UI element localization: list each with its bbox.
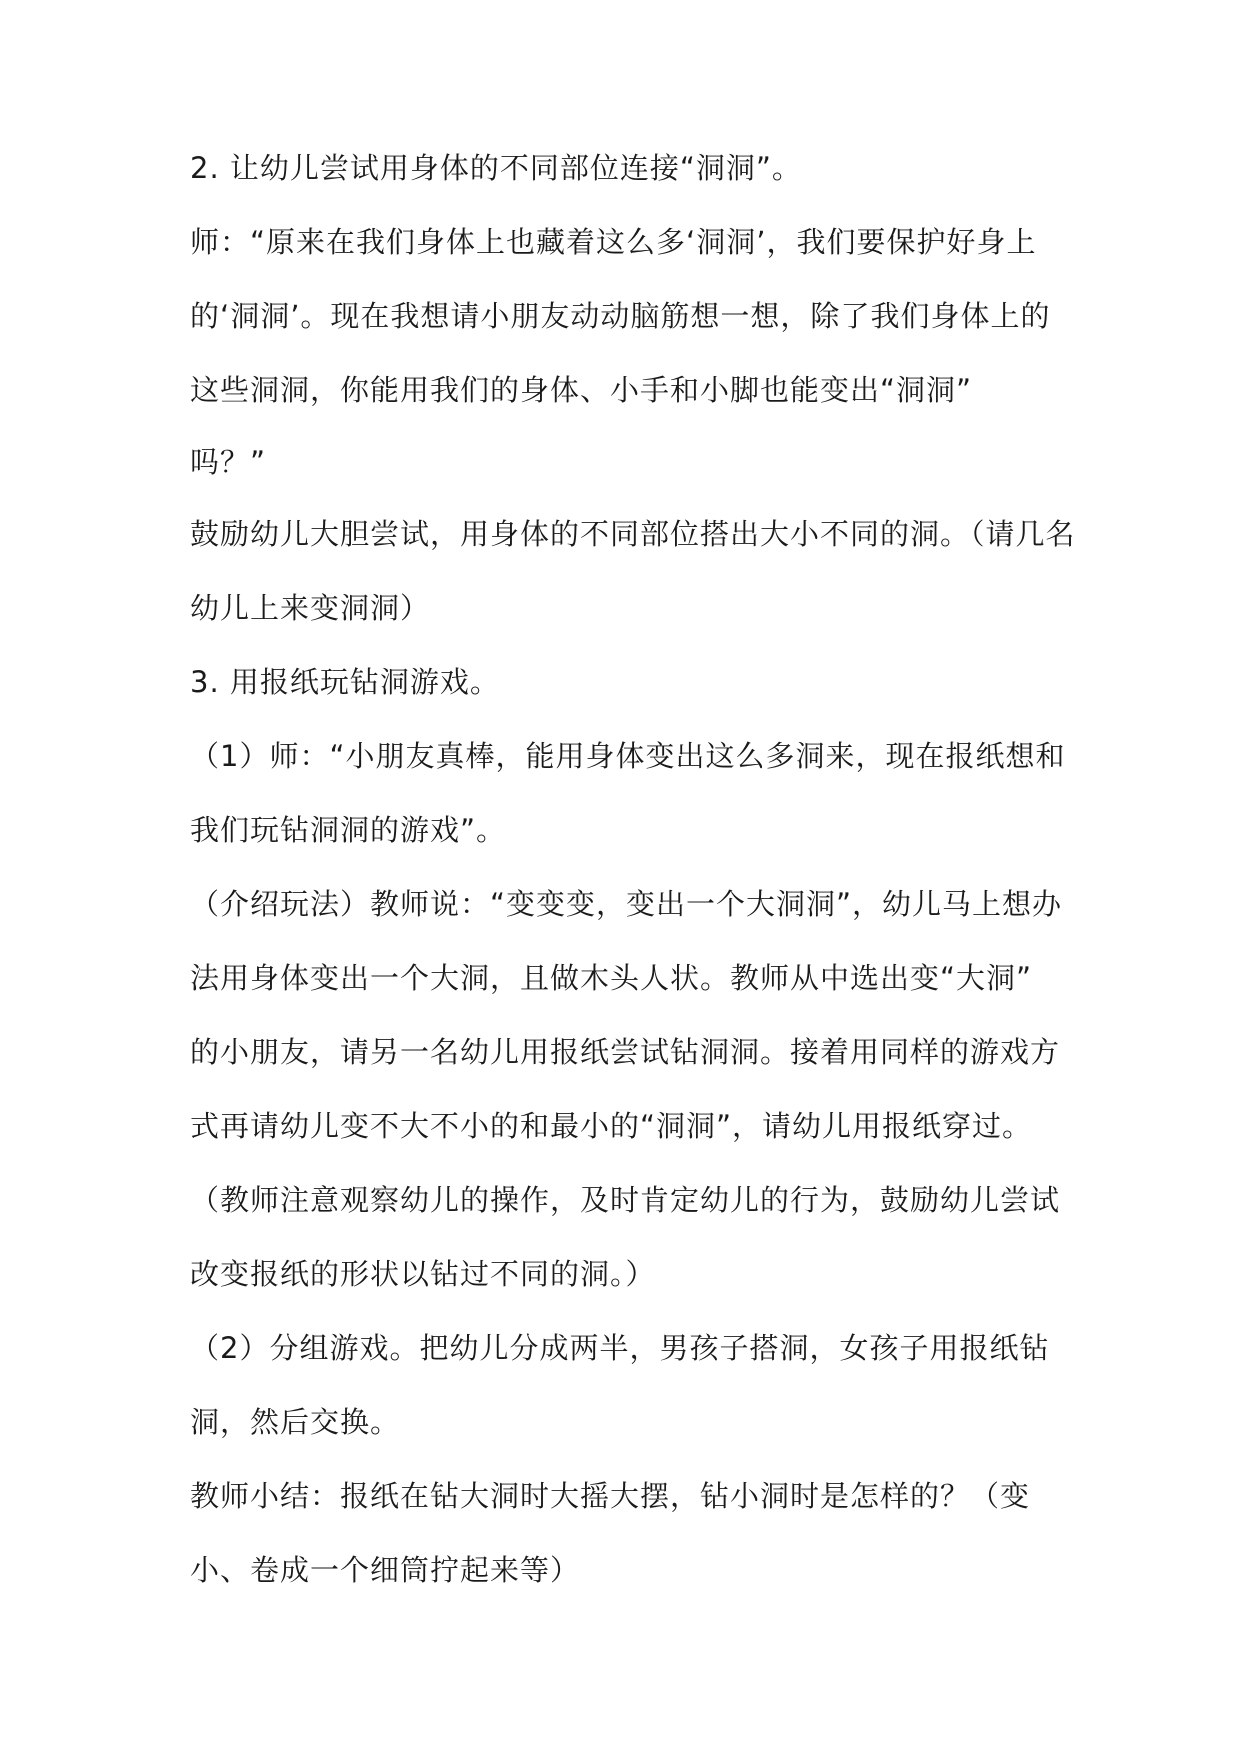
summary-line: 小、卷成一个细筒拧起来等）: [190, 1553, 581, 1587]
teacher-dialogue-line: 吗？”: [190, 445, 267, 479]
paragraph-line: 幼儿上来变洞洞）: [190, 591, 431, 625]
paragraph-line: 我们玩钻洞洞的游戏”。: [190, 813, 507, 847]
teacher-dialogue-line: 的‘洞洞’。现在我想请小朋友动动脑筋想一想，除了我们身体上的: [190, 299, 1051, 333]
teacher-dialogue-line: 师：“原来在我们身体上也藏着这么多‘洞洞’，我们要保护好身上: [190, 225, 1037, 259]
paragraph-line: （2）分组游戏。把幼儿分成两半，男孩子搭洞，女孩子用报纸钻: [190, 1331, 1050, 1365]
paragraph-line: （介绍玩法）教师说：“变变变，变出一个大洞洞”，幼儿马上想办: [190, 887, 1063, 921]
paragraph-line: 法用身体变出一个大洞，且做木头人状。教师从中选出变“大洞”: [190, 961, 1033, 995]
step-2-heading: 2. 让幼儿尝试用身体的不同部位连接“洞洞”。: [190, 151, 802, 185]
paragraph-line: 洞，然后交换。: [190, 1405, 401, 1439]
paragraph-line: 式再请幼儿变不大不小的和最小的“洞洞”，请幼儿用报纸穿过。: [190, 1109, 1033, 1143]
paragraph-line: （1）师：“小朋友真棒，能用身体变出这么多洞来，现在报纸想和: [190, 739, 1066, 773]
teacher-dialogue-line: 这些洞洞，你能用我们的身体、小手和小脚也能变出“洞洞”: [190, 373, 973, 407]
paragraph-line: 的小朋友，请另一名幼儿用报纸尝试钻洞洞。接着用同样的游戏方: [190, 1035, 1061, 1069]
summary-line: 教师小结：报纸在钻大洞时大摇大摆，钻小洞时是怎样的？（变: [190, 1479, 1031, 1513]
step-3-heading: 3. 用报纸玩钻洞游戏。: [190, 665, 500, 699]
paragraph-line: （教师注意观察幼儿的操作，及时肯定幼儿的行为，鼓励幼儿尝试: [190, 1183, 1061, 1217]
paragraph-line: 鼓励幼儿大胆尝试，用身体的不同部位搭出大小不同的洞。（请几名: [190, 517, 1076, 551]
paragraph-line: 改变报纸的形状以钻过不同的洞。）: [190, 1257, 656, 1291]
